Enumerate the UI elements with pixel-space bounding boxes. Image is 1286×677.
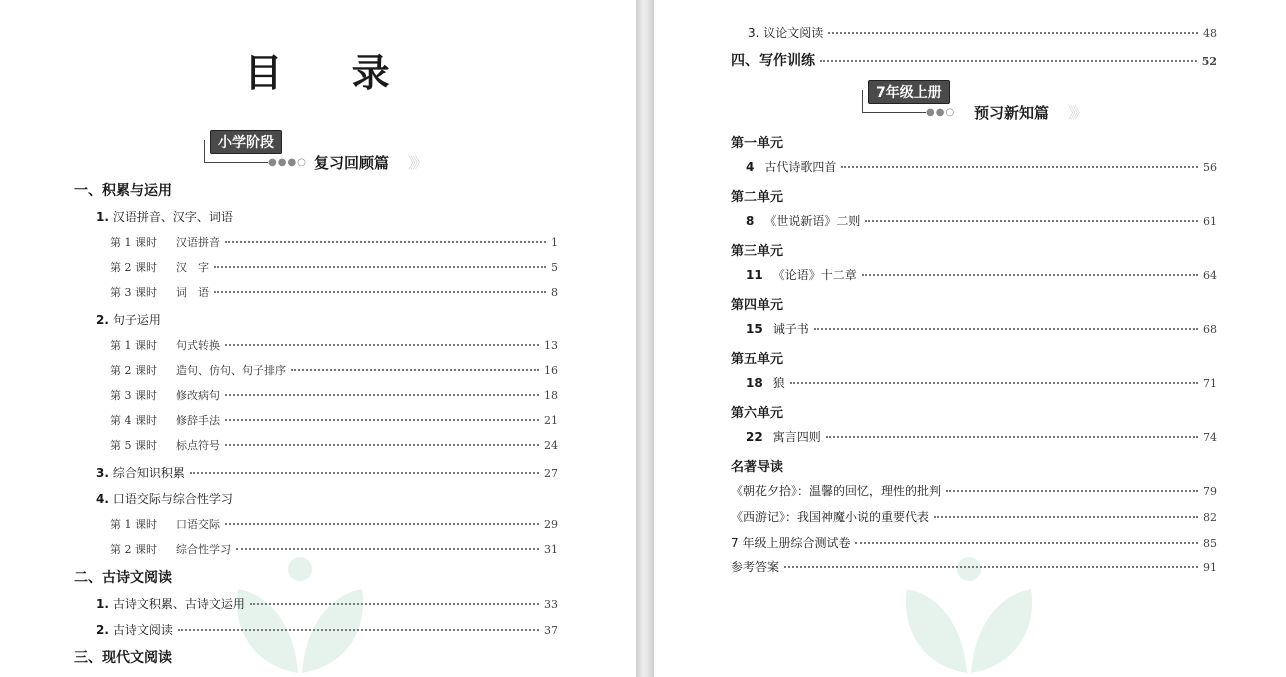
page-number: 5 bbox=[551, 261, 558, 275]
toc-lesson[interactable] bbox=[110, 541, 558, 557]
entry-number: 18 bbox=[746, 376, 763, 390]
page-number: 18 bbox=[544, 389, 558, 402]
dot-leader bbox=[826, 436, 1198, 438]
entry-label bbox=[731, 240, 783, 259]
page-number: 37 bbox=[544, 624, 558, 637]
toc-unit-heading[interactable] bbox=[731, 456, 1217, 475]
entry-text: 标点符号 bbox=[176, 439, 220, 453]
lesson-number: 第 3 课时 bbox=[110, 389, 157, 402]
section-banner-primary bbox=[202, 130, 442, 174]
banner-dots: ●●●○ bbox=[268, 157, 307, 168]
entry-label bbox=[731, 558, 779, 575]
entry-label bbox=[96, 464, 185, 481]
entry-text: 寓言四则 bbox=[772, 430, 821, 444]
dot-leader bbox=[250, 603, 539, 605]
entry-label bbox=[74, 180, 172, 200]
entry-label bbox=[731, 456, 783, 475]
dot-leader bbox=[865, 220, 1198, 222]
entry-text: 汉 字 bbox=[176, 261, 209, 275]
page-number: 71 bbox=[1203, 377, 1217, 390]
toc-item[interactable] bbox=[746, 266, 1217, 283]
entry-text: 古代诗歌四首 bbox=[764, 160, 837, 174]
lesson-number: 第 2 课时 bbox=[110, 542, 157, 556]
dot-leader bbox=[214, 291, 546, 293]
page-number: 21 bbox=[544, 414, 558, 428]
dot-leader bbox=[225, 241, 546, 243]
entry-label bbox=[746, 158, 836, 175]
dot-leader bbox=[828, 32, 1198, 34]
entry-number: 4. bbox=[96, 491, 109, 506]
page-number: 85 bbox=[1203, 537, 1217, 550]
title-char: 目 bbox=[244, 51, 285, 95]
entry-label bbox=[746, 428, 821, 445]
banner-arrows-icon: 》》 bbox=[1068, 104, 1085, 122]
page-number: 24 bbox=[544, 439, 558, 453]
toc-item[interactable] bbox=[746, 158, 1217, 175]
entry-number: 22 bbox=[746, 430, 763, 444]
entry-label bbox=[96, 621, 173, 638]
entry-text: 四、写作训练 bbox=[731, 53, 815, 69]
dot-leader bbox=[790, 382, 1198, 384]
entry-label bbox=[110, 362, 286, 378]
entry-text: 诫子书 bbox=[772, 322, 809, 336]
page-number: 13 bbox=[544, 338, 558, 352]
dot-leader bbox=[236, 548, 539, 550]
entry-text: 《朝花夕拾》：温馨的回忆，理性的批判 bbox=[731, 484, 942, 498]
entry-text: 二、古诗文阅读 bbox=[74, 570, 172, 586]
toc-item[interactable] bbox=[96, 621, 558, 638]
entry-label bbox=[110, 437, 220, 453]
toc-lesson[interactable] bbox=[110, 284, 558, 300]
entry-number: 2. bbox=[96, 312, 109, 327]
page-number: 31 bbox=[544, 542, 558, 556]
banner-subtitle: 复习回顾篇 bbox=[314, 154, 390, 172]
dot-leader bbox=[225, 523, 539, 525]
toc-unit-heading[interactable] bbox=[731, 348, 1217, 367]
lesson-number: 第 4 课时 bbox=[110, 414, 157, 428]
entry-text: 参考答案 bbox=[731, 560, 780, 574]
entry-label bbox=[110, 541, 231, 557]
banner-rule bbox=[862, 90, 863, 112]
banner-rule bbox=[862, 112, 926, 113]
page-number: 16 bbox=[544, 363, 558, 377]
page-number: 29 bbox=[544, 517, 558, 531]
toc-lesson[interactable] bbox=[110, 259, 558, 275]
entry-label bbox=[746, 374, 785, 391]
toc-unit-heading[interactable] bbox=[731, 294, 1217, 313]
toc-lesson[interactable] bbox=[110, 362, 558, 378]
page-number: 74 bbox=[1203, 431, 1217, 444]
entry-number: 3. bbox=[96, 465, 109, 480]
entry-number: 15 bbox=[746, 322, 763, 336]
page-number: 27 bbox=[544, 466, 558, 480]
toc-page-right bbox=[654, 0, 1286, 677]
lesson-number: 第 1 课时 bbox=[110, 338, 157, 352]
entry-text: 古诗文积累、古诗文运用 bbox=[112, 597, 245, 611]
entry-label bbox=[110, 259, 209, 275]
toc-unit-heading[interactable] bbox=[731, 240, 1217, 259]
book-gutter bbox=[636, 0, 654, 677]
page-number: 33 bbox=[544, 598, 558, 611]
page-number: 48 bbox=[1203, 27, 1217, 40]
toc-lesson[interactable] bbox=[110, 234, 558, 250]
page-number: 8 bbox=[551, 286, 558, 300]
entry-text: 第二单元 bbox=[731, 190, 784, 205]
page-number: 1 bbox=[551, 236, 558, 249]
dot-leader bbox=[862, 274, 1198, 276]
entry-label bbox=[96, 595, 245, 612]
dot-leader bbox=[814, 328, 1198, 330]
entry-text: 《西游记》：我国神魔小说的重要代表 bbox=[731, 510, 930, 524]
dot-leader bbox=[841, 166, 1198, 168]
toc-item[interactable] bbox=[746, 374, 1217, 391]
dot-leader bbox=[291, 369, 539, 371]
page-title bbox=[0, 42, 636, 97]
dot-leader bbox=[225, 444, 539, 446]
entry-text: 三、现代文阅读 bbox=[74, 650, 172, 666]
lesson-number: 第 2 课时 bbox=[110, 363, 157, 377]
toc-item[interactable] bbox=[746, 212, 1217, 229]
banner-rule bbox=[204, 162, 268, 163]
toc-item[interactable] bbox=[731, 558, 1217, 575]
lesson-number: 第 1 课时 bbox=[110, 236, 157, 249]
entry-text: 7 年级上册综合测试卷 bbox=[731, 536, 851, 550]
page-number: 56 bbox=[1203, 161, 1217, 174]
entry-text: 狼 bbox=[772, 376, 785, 390]
entry-text: 口语交际与综合性学习 bbox=[112, 491, 233, 506]
entry-label bbox=[74, 647, 172, 667]
dot-leader bbox=[225, 394, 539, 396]
entry-label bbox=[96, 208, 233, 225]
entry-label bbox=[731, 534, 850, 551]
banner-tag: 7年级上册 bbox=[868, 80, 950, 104]
toc-item[interactable] bbox=[746, 320, 1217, 337]
entry-text: 词 语 bbox=[176, 286, 209, 300]
entry-text: 综合性学习 bbox=[176, 542, 231, 556]
entry-text: 第三单元 bbox=[731, 244, 784, 259]
entry-label bbox=[110, 337, 220, 353]
entry-text: 3. 议论文阅读 bbox=[748, 26, 824, 40]
entry-label bbox=[74, 567, 172, 587]
page-number: 91 bbox=[1203, 561, 1217, 574]
dot-leader bbox=[855, 542, 1198, 544]
entry-label bbox=[731, 50, 815, 70]
entry-label bbox=[96, 311, 161, 328]
toc-page-left bbox=[0, 0, 636, 677]
entry-number: 2. bbox=[96, 623, 109, 637]
dot-leader bbox=[178, 629, 539, 631]
entry-label bbox=[731, 294, 783, 313]
entry-text: 造句、仿句、句子排序 bbox=[176, 363, 286, 377]
entry-text: 一、积累与运用 bbox=[74, 183, 172, 199]
entry-label bbox=[731, 508, 929, 525]
dot-leader bbox=[225, 419, 539, 421]
toc-section-heading[interactable] bbox=[731, 50, 1217, 70]
entry-text: 综合知识积累 bbox=[112, 465, 185, 480]
entry-label bbox=[110, 387, 220, 403]
banner-tag: 小学阶段 bbox=[210, 130, 282, 154]
entry-text: 第四单元 bbox=[731, 298, 784, 313]
lesson-number: 第 2 课时 bbox=[110, 261, 157, 275]
entry-number: 11 bbox=[746, 268, 763, 282]
entry-text: 句式转换 bbox=[176, 338, 220, 352]
toc-item[interactable] bbox=[96, 595, 558, 612]
toc-item[interactable] bbox=[96, 464, 558, 481]
banner-dots: ●●○ bbox=[926, 107, 956, 118]
banner-rule bbox=[204, 140, 205, 162]
entry-label bbox=[746, 266, 857, 283]
toc-lesson[interactable] bbox=[110, 412, 558, 428]
entry-text: 第六单元 bbox=[731, 406, 784, 421]
page-number: 68 bbox=[1203, 323, 1217, 336]
entry-text: 名著导读 bbox=[731, 460, 784, 475]
entry-number: 8 bbox=[746, 214, 755, 228]
banner-arrows-icon: 》》 bbox=[408, 154, 425, 172]
entry-text: 《论语》十二章 bbox=[772, 268, 857, 282]
entry-text: 句子运用 bbox=[112, 312, 161, 327]
entry-text: 第一单元 bbox=[731, 136, 784, 151]
toc-unit-heading[interactable] bbox=[731, 132, 1217, 151]
page-number: 61 bbox=[1203, 215, 1217, 228]
entry-text: 汉语拼音 bbox=[176, 236, 220, 249]
page-number: 52 bbox=[1201, 55, 1217, 68]
toc-section-heading[interactable] bbox=[74, 647, 564, 667]
page-number: 64 bbox=[1203, 269, 1217, 282]
entry-text: 汉语拼音、汉字、词语 bbox=[112, 210, 233, 224]
entry-number: 1. bbox=[96, 210, 109, 224]
entry-label bbox=[746, 320, 809, 337]
title-char: 录 bbox=[351, 51, 392, 95]
dot-leader bbox=[934, 516, 1198, 518]
entry-text: 古诗文阅读 bbox=[112, 623, 173, 637]
toc-lesson[interactable] bbox=[110, 437, 558, 453]
entry-label bbox=[731, 402, 783, 421]
toc-section-heading[interactable] bbox=[74, 567, 564, 587]
entry-label bbox=[731, 186, 783, 205]
toc-item[interactable] bbox=[731, 482, 1217, 499]
page-number: 82 bbox=[1203, 511, 1217, 524]
dot-leader bbox=[225, 344, 539, 346]
toc-item[interactable] bbox=[96, 490, 558, 507]
toc-item[interactable] bbox=[746, 428, 1217, 445]
toc-section-heading[interactable] bbox=[74, 180, 564, 200]
entry-text: 修改病句 bbox=[176, 389, 220, 402]
entry-number: 4 bbox=[746, 160, 755, 174]
toc-unit-heading[interactable] bbox=[731, 186, 1217, 205]
entry-label bbox=[731, 132, 783, 151]
dot-leader bbox=[784, 566, 1198, 568]
entry-text: 第五单元 bbox=[731, 352, 784, 367]
entry-label bbox=[110, 234, 220, 250]
entry-label bbox=[110, 412, 220, 428]
entry-label bbox=[748, 24, 823, 41]
dot-leader bbox=[946, 490, 1198, 492]
entry-label bbox=[110, 284, 209, 300]
entry-label bbox=[731, 348, 783, 367]
entry-label bbox=[110, 516, 220, 532]
entry-label bbox=[731, 482, 941, 499]
toc-unit-heading[interactable] bbox=[731, 402, 1217, 421]
lesson-number: 第 1 课时 bbox=[110, 517, 157, 531]
dot-leader bbox=[190, 472, 539, 474]
toc-item[interactable] bbox=[731, 534, 1217, 551]
toc-item[interactable] bbox=[96, 311, 558, 328]
lesson-number: 第 5 课时 bbox=[110, 439, 157, 453]
entry-label bbox=[96, 490, 233, 507]
lesson-number: 第 3 课时 bbox=[110, 286, 157, 300]
entry-text: 《世说新语》二则 bbox=[764, 214, 861, 228]
entry-text: 口语交际 bbox=[176, 517, 220, 531]
entry-number: 1. bbox=[96, 597, 109, 611]
toc-item[interactable] bbox=[96, 208, 558, 225]
toc-lesson[interactable] bbox=[110, 516, 558, 532]
dot-leader bbox=[214, 266, 546, 268]
toc-lesson[interactable] bbox=[110, 337, 558, 353]
page-number: 79 bbox=[1203, 485, 1217, 498]
dot-leader bbox=[820, 60, 1197, 62]
toc-item[interactable] bbox=[731, 508, 1217, 525]
toc-lesson[interactable] bbox=[110, 387, 558, 403]
toc-item[interactable] bbox=[748, 24, 1217, 41]
entry-text: 修辞手法 bbox=[176, 414, 220, 428]
entry-label bbox=[746, 212, 860, 229]
section-banner-secondary bbox=[860, 80, 1100, 124]
banner-subtitle: 预习新知篇 bbox=[974, 104, 1050, 122]
